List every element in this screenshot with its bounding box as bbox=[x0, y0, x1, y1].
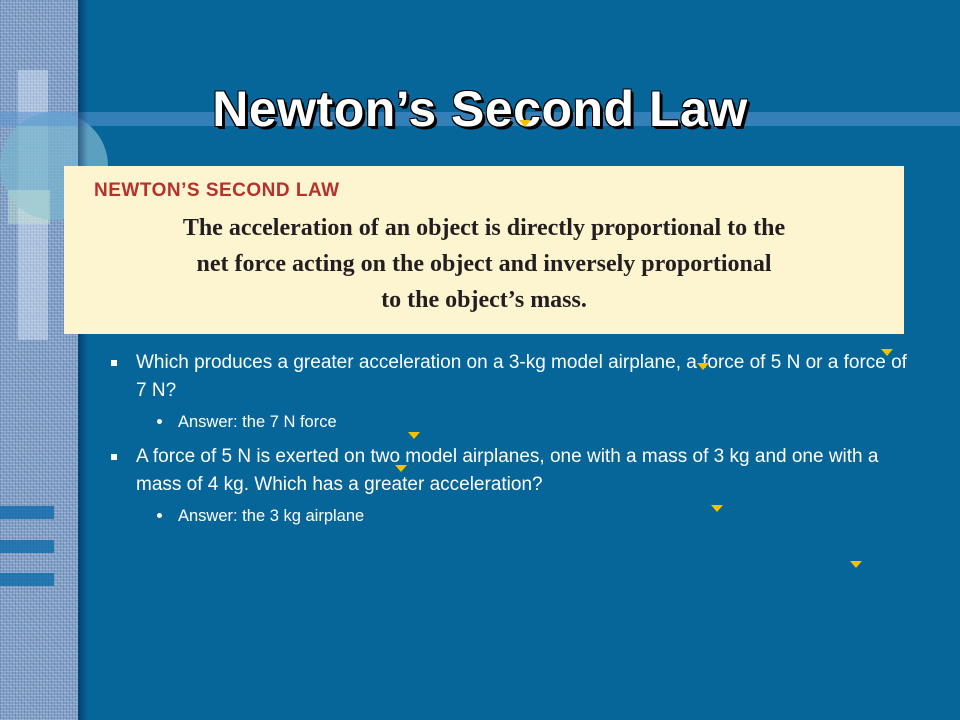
animation-marker-icon bbox=[519, 120, 531, 127]
definition-text bbox=[64, 210, 904, 318]
definition-line: net force acting on the object and inversely proportional bbox=[196, 251, 772, 277]
animation-marker-icon bbox=[697, 363, 709, 370]
definition-box bbox=[64, 166, 904, 334]
question-item: Which produces a greater acceleration on a 3-kg model airplane, a force of 5 N or a force of 7 N? bbox=[108, 349, 913, 405]
answer-item: Answer: the 7 N force bbox=[108, 411, 913, 433]
animation-marker-icon bbox=[850, 561, 862, 568]
decorative-tile bbox=[0, 540, 54, 553]
animation-marker-icon bbox=[395, 465, 407, 472]
animation-marker-icon bbox=[408, 432, 420, 439]
decorative-tile bbox=[0, 573, 54, 586]
definition-line: to the object’s mass. bbox=[381, 287, 587, 313]
decorative-square bbox=[8, 190, 50, 224]
decorative-tile bbox=[0, 506, 54, 519]
answer-item: Answer: the 3 kg airplane bbox=[108, 505, 913, 527]
slide-title: Newton’s Second Law bbox=[212, 81, 748, 137]
animation-marker-icon bbox=[881, 349, 893, 356]
question-item: A force of 5 N is exerted on two model airplanes, one with a mass of 3 kg and one with a mass of 4 kg. Which has a greater acceleration? bbox=[108, 443, 913, 499]
bullet-list bbox=[108, 349, 913, 537]
definition-heading: NEWTON’S SECOND LAW bbox=[94, 180, 340, 201]
definition-line: The acceleration of an object is directly proportional to the bbox=[182, 215, 786, 241]
animation-marker-icon bbox=[711, 505, 723, 512]
